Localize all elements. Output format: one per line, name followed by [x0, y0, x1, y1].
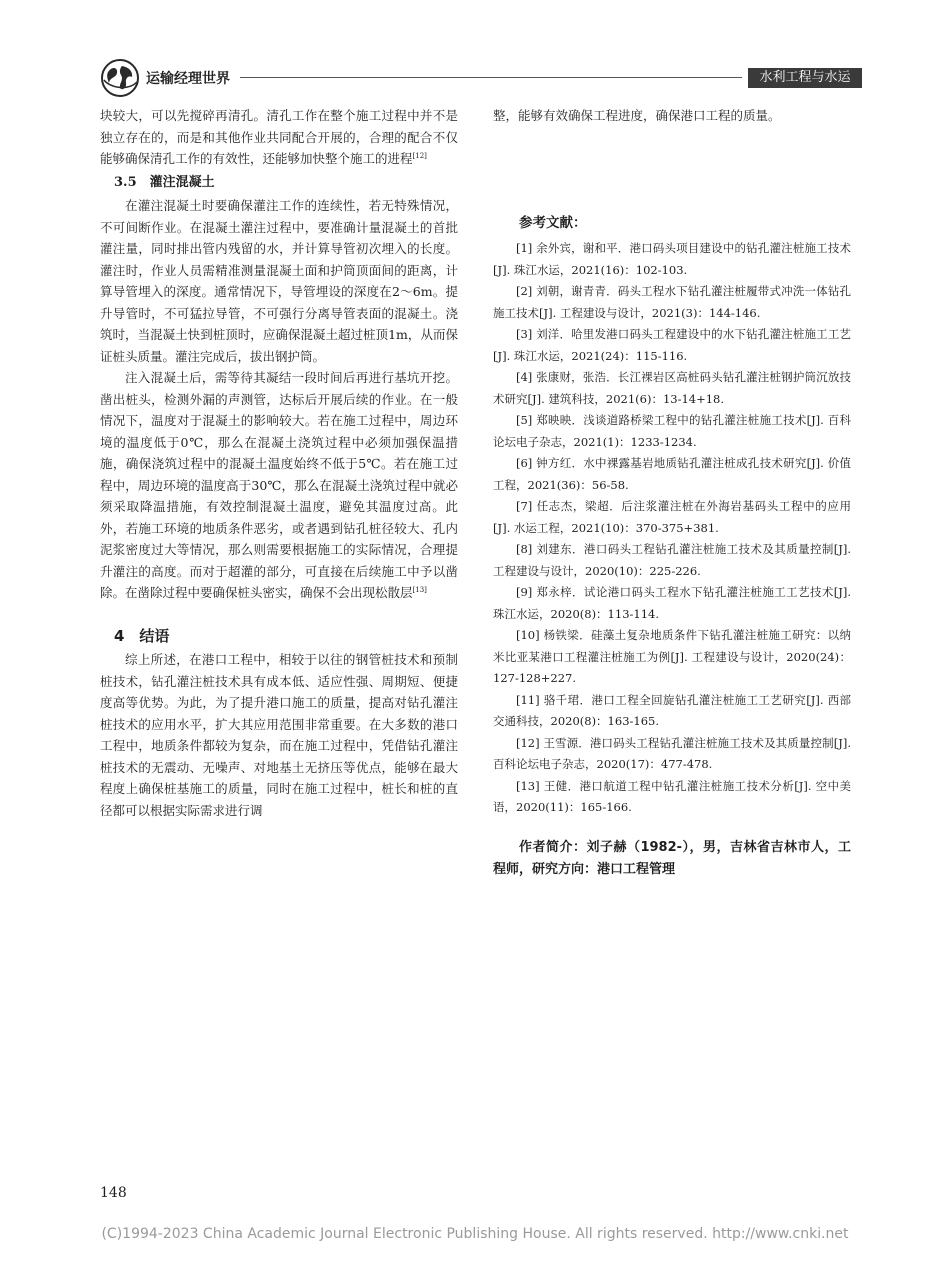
header-rule	[240, 77, 742, 78]
reference-item: [6] 钟方红．水中裸露基岩地质钻孔灌注桩成孔技术研究[J]. 价值工程，2021(36)：56-58.	[493, 456, 851, 492]
section-heading-3-5: 3.5 灌注混凝土	[114, 174, 215, 190]
paragraph-cleaning: 块较大，可以先搅碎再清孔。清孔工作在整个施工过程中并不是独立存在的，而是和其他作业共同配合开展的，合理的配合不仅能够确保清孔工作的有效性，还能够加快整个施工的进程[12]	[100, 108, 458, 166]
right-column	[493, 105, 851, 881]
references-list	[493, 238, 851, 819]
reference-item: [10] 杨铁梁．硅藻土复杂地质条件下钻孔灌注桩施工研究：以纳米比亚某港口工程灌注桩施工为例[J]. 工程建设与设计，2020(24)：127-128+227.	[493, 628, 851, 685]
reference-item: [1] 余外宾，谢和平．港口码头项目建设中的钻孔灌注桩施工技术[J]. 珠江水运，2021(16)：102-103.	[493, 241, 851, 277]
paragraph-curing: 注入混凝土后，需等待其凝结一段时间后再进行基坑开挖。凿出桩头，检测外漏的声测管，达标后开展后续的作业。在一般情况下，温度对于混凝土的影响较大。若在施工过程中，周边环境的温度低于0℃，那么在混凝土浇筑过程中必须加强保温措施，确保浇筑过程中的混凝土温度始终不低于5℃。若在施工过程中，周边环境的温度高于30℃，那么在混凝土浇筑过程中就必须采取降温措施，有效控制混凝土温度，避免其温度过高。此外，若施工环境的地质条件恶劣，或者遇到钻孔桩径较大、孔内泥浆密度过大等情况，那么则需要根据施工的实际情况，合理提升灌注的高度。而对于超灌的部分，可直接在后续施工中予以凿除。在凿除过程中要确保桩头密实，确保不会出现松散层[13]	[100, 370, 458, 600]
citation-12: [12]	[412, 152, 427, 160]
reference-item: [8] 刘建东．港口码头工程钻孔灌注桩施工技术及其质量控制[J]. 工程建设与设计，2020(10)：225-226.	[493, 542, 851, 578]
page-number: 148	[100, 1185, 127, 1201]
reference-item: [13] 王健．港口航道工程中钻孔灌注桩施工技术分析[J]. 空中美语，2020(11)：165-166.	[493, 778, 851, 814]
reference-item: [4] 张康财，张浩．长江裸岩区高桩码头钻孔灌注桩钢护筒沉放技术研究[J]. 建筑科技，2021(6)：13-14+18.	[493, 370, 851, 406]
citation-13: [13]	[412, 586, 427, 594]
paragraph-pouring: 在灌注混凝土时要确保灌注工作的连续性，若无特殊情况，不可间断作业。在混凝土灌注过程中，要准确计量混凝土的首批灌注量，同时排出管内残留的水，并计算导管初次埋入的长度。灌注时，作业人员需精准测量混凝土面和护筒顶面间的距离，计算导管埋入的深度。通常情况下，导管埋设的深度在2～6m。提升导管时，不可猛拉导管，不可强行分离导管表面的混凝土。浇筑时，当混凝土快到桩顶时，应确保混凝土超过桩顶1m，从而保证桩头质量。灌注完成后，拔出钢护筒。	[100, 198, 458, 364]
copyright-footer: (C)1994-2023 China Academic Journal Electronic Publishing House. All rights reserved. http://www.cnki.net	[101, 1226, 849, 1242]
reference-item: [11] 骆千珺．港口工程全回旋钻孔灌注桩施工工艺研究[J]. 西部交通科技，2020(8)：163-165.	[493, 692, 851, 728]
globe-logo-icon	[100, 58, 140, 98]
paragraph-conclusion-cont: 整，能够有效确保工程进度，确保港口工程的质量。	[493, 108, 781, 123]
reference-item: [2] 刘朝，谢青青．码头工程水下钻孔灌注桩履带式冲洗一体钻孔施工技术[J]. 工程建设与设计，2021(3)：144-146.	[493, 284, 851, 320]
author-bio: 作者简介：刘子赫（1982-），男，吉林省吉林市人，工程师，研究方向：港口工程管理	[493, 839, 851, 877]
journal-name: 运输经理世界	[146, 71, 230, 87]
section-tag: 水利工程与水运	[748, 68, 862, 88]
reference-item: [3] 刘洋．哈里发港口码头工程建设中的水下钻孔灌注桩施工工艺[J]. 珠江水运，2021(24)：115-116.	[493, 327, 851, 363]
reference-item: [5] 郑映映．浅谈道路桥梁工程中的钻孔灌注桩施工技术[J]. 百科论坛电子杂志，2021(1)：1233-1234.	[493, 413, 851, 449]
reference-item: [12] 王雪源．港口码头工程钻孔灌注桩施工技术及其质量控制[J]. 百科论坛电子杂志，2020(17)：477-478.	[493, 735, 851, 771]
page-header	[100, 58, 862, 98]
section-heading-4: 4 结语	[114, 626, 170, 645]
references-title: 参考文献：	[519, 214, 587, 231]
reference-item: [7] 任志杰，梁超．后注浆灌注桩在外海岩基码头工程中的应用[J]. 水运工程，2021(10)：370-375+381.	[493, 499, 851, 535]
left-column	[100, 105, 458, 821]
reference-item: [9] 郑永梓．试论港口码头工程水下钻孔灌注桩施工工艺技术[J]. 珠江水运，2020(8)：113-114.	[493, 585, 851, 621]
paragraph-conclusion: 综上所述，在港口工程中，相较于以往的钢管桩技术和预制桩技术，钻孔灌注桩技术具有成本低、适应性强、周期短、便捷度高等优势。为此，为了提升港口施工的质量，提高对钻孔灌注桩技术的应用水平，扩大其应用范围非常重要。在大多数的港口工程中，地质条件都较为复杂，而在施工过程中，凭借钻孔灌注桩技术的无震动、无噪声、对地基土无挤压等优点，能够在最大程度上确保桩基施工的质量，同时在施工过程中，桩长和桩的直径都可以根据实际需求进行调	[100, 652, 458, 818]
